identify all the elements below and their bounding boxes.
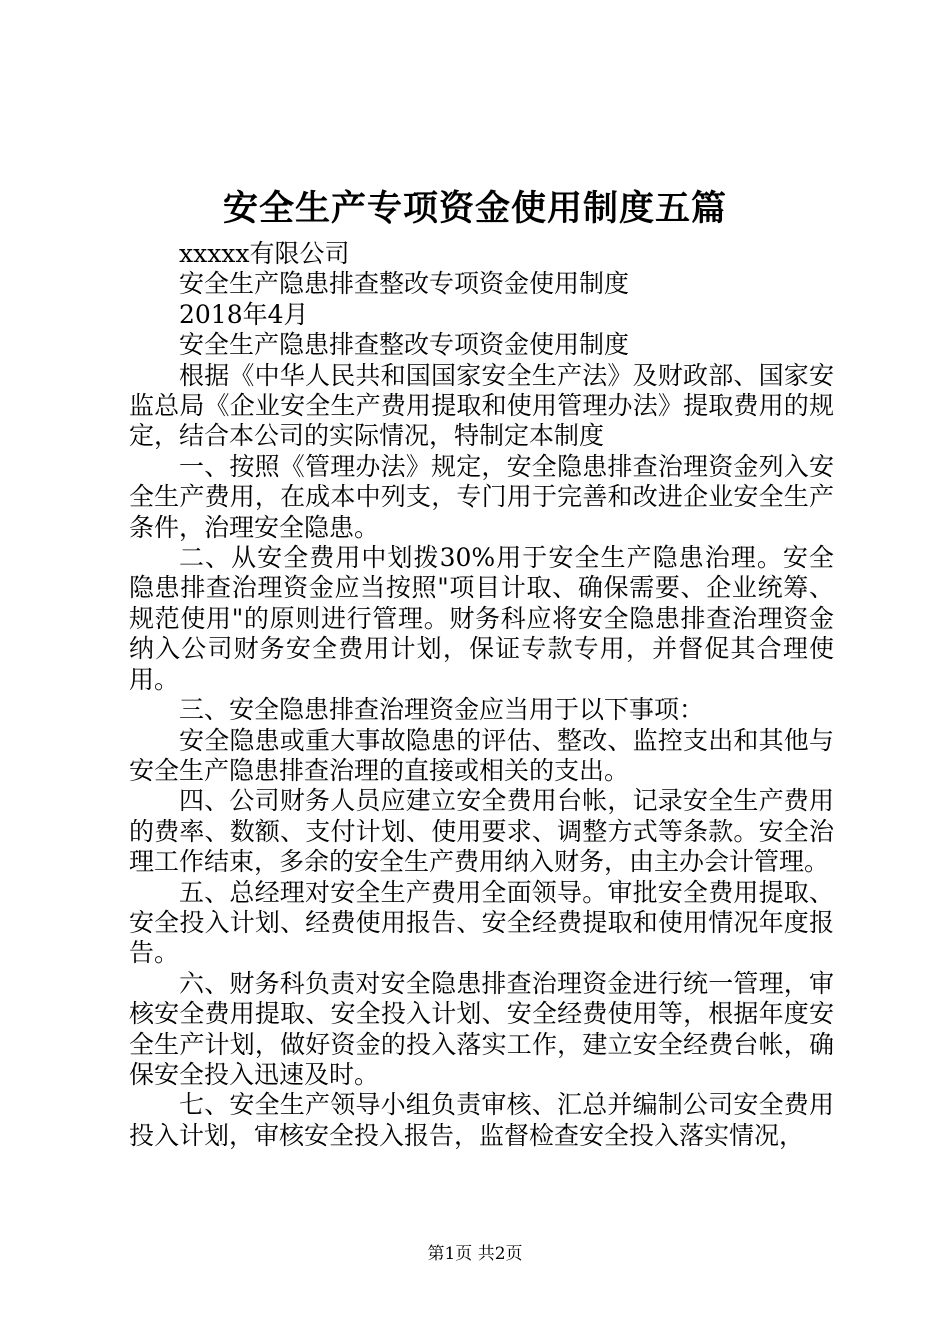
paragraph-preamble: 根据《中华人民共和国国家安全生产法》及财政部、国家安监总局《企业安全生产费用提取和使用管理办法》提取费用的规定，结合本公司的实际情况，特制定本制度 [129,360,834,451]
paragraph-article-2: 二、从安全费用中划拨30%用于安全生产隐患治理。安全隐患排查治理资金应当按照"项目计取、确保需要、企业统筹、规范使用"的原则进行管理。财务科应将安全隐患排查治理资金纳入公司财务安全费用计划，保证专款专用，并督促其合理使用。 [129,543,834,694]
paragraph-article-3-detail: 安全隐患或重大事故隐患的评估、整改、监控支出和其他与安全生产隐患排查治理的直接或相关的支出。 [129,725,834,785]
paragraph-article-3: 三、安全隐患排查治理资金应当用于以下事项： [179,695,705,725]
paragraph-article-6: 六、财务科负责对安全隐患排查治理资金进行统一管理，审核安全费用提取、安全投入计划、安全经费使用等，根据年度安全生产计划，做好资金的投入落实工作，建立安全经费台帐，确保安全投入迅速及时。 [129,968,834,1089]
company-name-line: xxxxx有限公司 [179,239,350,268]
paragraph-article-1: 一、按照《管理办法》规定，安全隐患排查治理资金列入安全生产费用，在成本中列支，专门用于完善和改进企业安全生产条件，治理安全隐患。 [129,451,834,542]
document-title: 安全生产专项资金使用制度五篇 [222,188,727,229]
date-line: 2018年4月 [179,299,309,329]
paragraph-article-5: 五、总经理对安全生产费用全面领导。审批安全费用提取、安全投入计划、经费使用报告、安全经费提取和使用情况年度报告。 [129,877,834,968]
regulation-name-line: 安全生产隐患排查整改专项资金使用制度 [179,269,630,299]
document-body [129,239,834,1151]
regulation-heading: 安全生产隐患排查整改专项资金使用制度 [179,330,630,360]
paragraph-article-7: 七、安全生产领导小组负责审核、汇总并编制公司安全费用投入计划，审核安全投入报告，监督检查安全投入落实情况， [129,1090,834,1150]
paragraph-article-4: 四、公司财务人员应建立安全费用台帐，记录安全生产费用的费率、数额、支付计划、使用要求、调整方式等条款。安全治理工作结束，多余的安全生产费用纳入财务，由主办会计管理。 [129,786,834,877]
page-number-footer: 第1页 共2页 [427,1244,523,1264]
